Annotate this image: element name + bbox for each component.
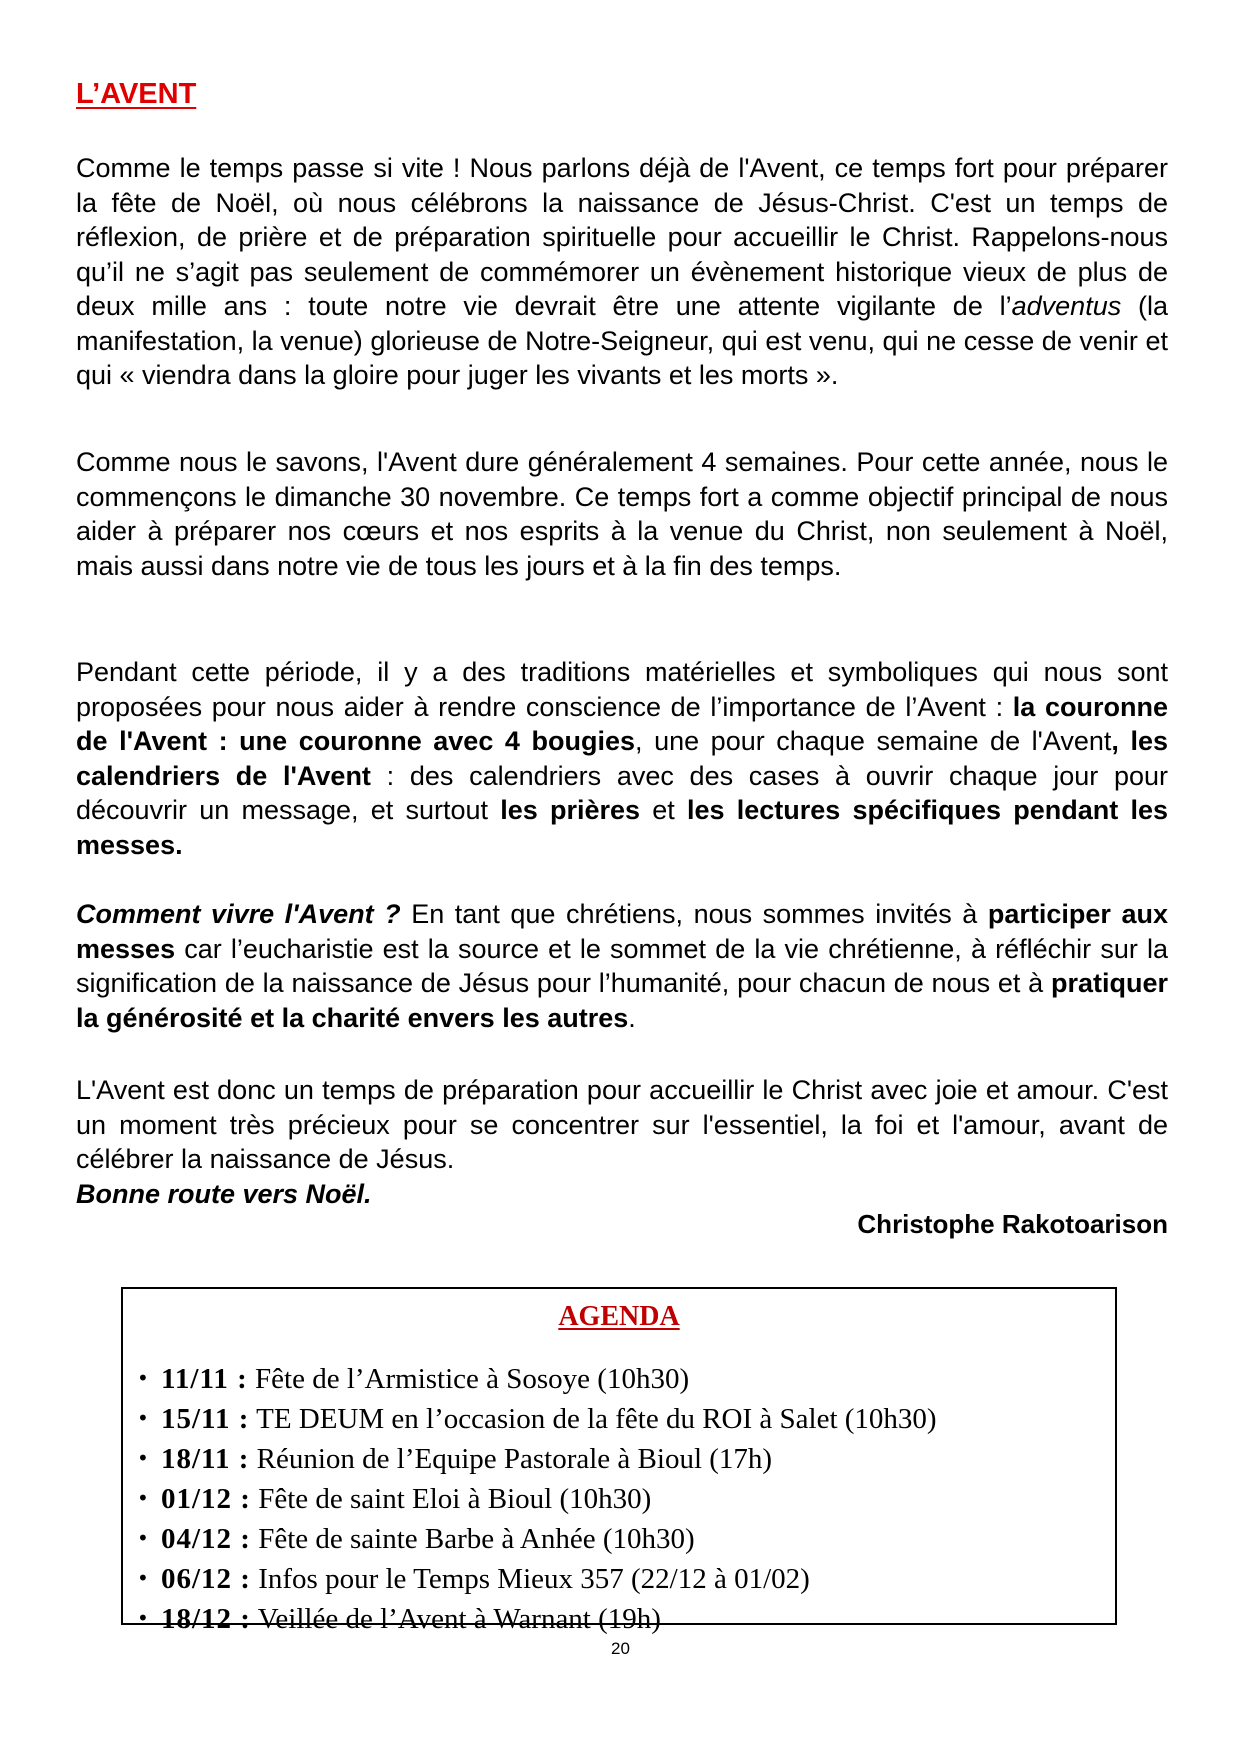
agenda-item: [137, 1479, 937, 1519]
traditions-wreath: la couronne de l'Avent : une couronne avec 4 bougies: [76, 691, 1168, 756]
agenda-event: Infos pour le Temps Mieux 357 (22/12 à 01/02): [250, 1563, 810, 1595]
paragraph-intro: [76, 151, 1168, 393]
how-to-live-text-2: car l’eucharistie est la source et le sommet de la vie chrétienne, à réfléchir sur la signification de la naissance de Jésus pour l’humanité, pour chacun de nous et à: [76, 933, 1168, 998]
traditions-and: et: [640, 795, 687, 825]
agenda-list: [137, 1359, 937, 1639]
agenda-item: [137, 1559, 937, 1599]
agenda-item: [137, 1439, 937, 1479]
paragraph-how-to-live: [76, 897, 1168, 1035]
bullet-icon: •: [137, 1486, 149, 1510]
agenda-event: Fête de sainte Barbe à Anhée (10h30): [250, 1523, 695, 1555]
agenda-date: 18/11 :: [161, 1443, 250, 1475]
agenda-date: 15/11 :: [161, 1403, 250, 1435]
conclusion-text: L'Avent est donc un temps de préparation pour accueillir le Christ avec joie et amour. C'est un moment très précieux pour se concentrer sur l'essentiel, la foi et l'amour, avant de célébrer la naissance de Jésus.: [76, 1075, 1168, 1174]
agenda-box: [121, 1287, 1117, 1635]
agenda-item: [137, 1519, 937, 1559]
closing-wish: Bonne route vers Noël.: [76, 1178, 372, 1209]
agenda-date: 01/12 :: [161, 1483, 251, 1515]
how-to-live-text-1: En tant que chrétiens, nous sommes invités à: [400, 899, 988, 929]
bullet-icon: •: [137, 1366, 149, 1390]
adventus-word: adventus: [1011, 291, 1122, 321]
agenda-event: Fête de saint Eloi à Bioul (10h30): [250, 1483, 652, 1515]
agenda-title: AGENDA: [558, 1301, 680, 1332]
agenda-item: [137, 1359, 937, 1399]
article-title: L’AVENT: [76, 78, 197, 110]
bullet-icon: •: [137, 1526, 149, 1550]
paragraph-intro-end: (la manifestation, la venue) glorieuse de Notre-Seigneur, qui est venu, qui ne cesse de venir et qui « viendra dans la gloire pour juger les vivants et les morts ».: [76, 291, 1169, 390]
author-signature: Christophe Rakotoarison: [857, 1209, 1168, 1239]
agenda-date: 04/12 :: [161, 1523, 251, 1555]
agenda-date: 06/12 :: [161, 1563, 251, 1595]
agenda-event: Réunion de l’Equipe Pastorale à Bioul (17h): [249, 1443, 773, 1475]
bullet-icon: •: [137, 1606, 149, 1630]
traditions-prayers: les prières: [500, 795, 641, 825]
how-to-live-period: .: [628, 1002, 636, 1033]
paragraph-conclusion: [76, 1073, 1168, 1211]
page-number: 20: [611, 1639, 630, 1658]
traditions-wreath-desc: , une pour chaque semaine de l'Avent: [635, 726, 1112, 756]
traditions-calendars-desc: : des calendriers avec des cases à ouvrir chaque jour pour découvrir un message, et surtout: [76, 760, 1168, 825]
traditions-readings: les lectures spécifiques pendant les messes.: [76, 795, 1169, 860]
traditions-calendars: , les calendriers de l'Avent: [76, 726, 1168, 791]
bullet-icon: •: [137, 1406, 149, 1430]
how-to-live-generosity: pratiquer la générosité et la charité envers les autres: [76, 968, 1168, 1033]
agenda-event: TE DEUM en l’occasion de la fête du ROI à Salet (10h30): [249, 1403, 937, 1435]
traditions-intro: Pendant cette période, il y a des traditions matérielles et symboliques qui nous sont proposées pour nous aider à rendre conscience de l’importance de l’Avent :: [76, 657, 1168, 722]
how-to-live-masses: participer aux messes: [76, 899, 1169, 964]
bullet-icon: •: [137, 1566, 149, 1590]
agenda-event: Fête de l’Armistice à Sosoye (10h30): [247, 1363, 690, 1395]
agenda-event: Veillée de l’Avent à Warnant (19h): [250, 1603, 661, 1635]
agenda-date: 18/12 :: [161, 1603, 251, 1635]
paragraph-duration: Comme nous le savons, l'Avent dure généralement 4 semaines. Pour cette année, nous le commençons le dimanche 30 novembre. Ce temps fort a comme objectif principal de nous aider à préparer nos cœurs et nos esprits à la venue du Christ, non seulement à Noël, mais aussi dans notre vie de tous les jours et à la fin des temps.: [76, 447, 1168, 581]
paragraph-traditions: [76, 655, 1168, 862]
paragraph-intro-text: Comme le temps passe si vite ! Nous parlons déjà de l'Avent, ce temps fort pour préparer la fête de Noël, où nous célébrons la naissance de Jésus-Christ. C'est un temps de réflexion, de prière et de préparation spirituelle pour accueillir le Christ. Rappelons-nous qu’il ne s’agit pas seulement de commémorer un évènement historique vieux de plus de deux mille ans : toute notre vie devrait être une attente vigilante de l’: [76, 153, 1168, 321]
how-to-live-question: Comment vivre l'Avent ?: [76, 899, 401, 929]
agenda-item: [137, 1599, 937, 1639]
agenda-date: 11/11 :: [161, 1363, 248, 1395]
bullet-icon: •: [137, 1446, 149, 1470]
agenda-item: [137, 1399, 937, 1439]
